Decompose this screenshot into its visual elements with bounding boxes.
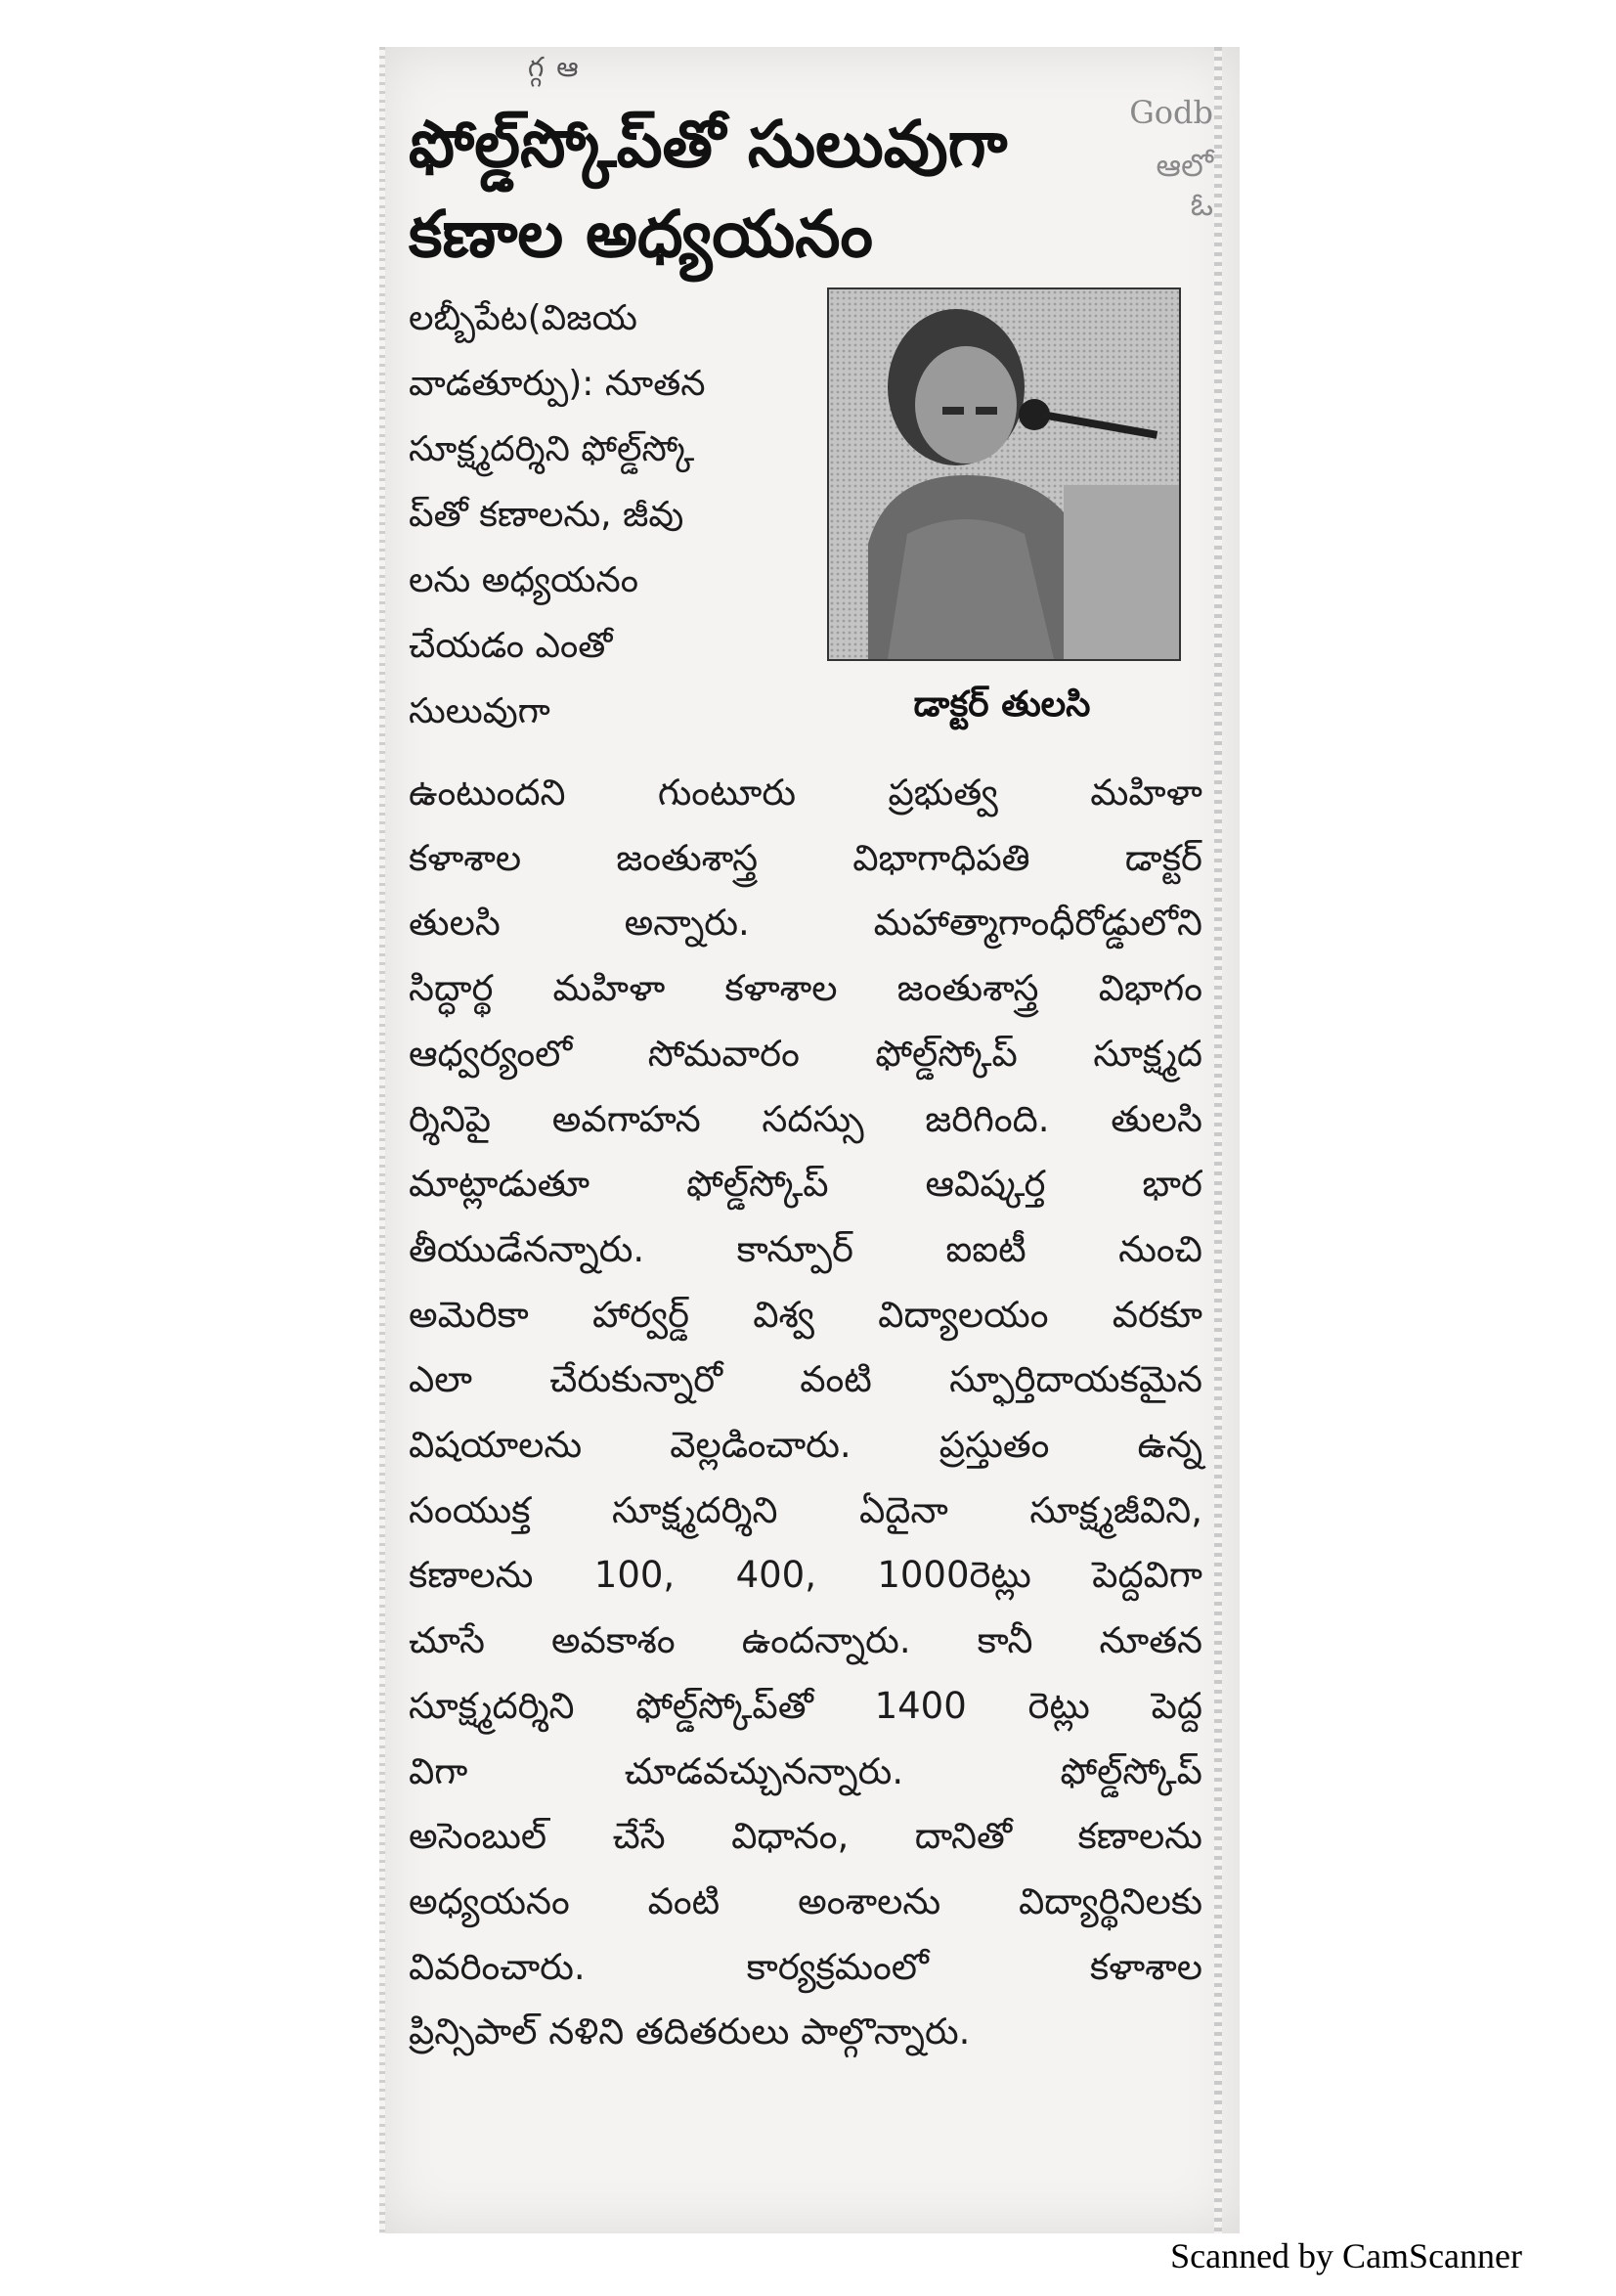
intro-line: సూక్ష్మదర్శిని ఫోల్డ్‌స్కో — [409, 429, 695, 469]
body-line: కళాశాల జంతుశాస్త్ర విభాగాధిపతి డాక్టర్ — [409, 836, 1202, 879]
body-line: విగా చూడవచ్చునన్నారు. ఫోల్డ్‌స్కోప్ — [409, 1749, 1202, 1792]
body-line: సిద్ధార్థ మహిళా కళాశాల జంతుశాస్త్ర విభాగం — [409, 967, 1202, 1010]
headline-line-1: ఫోల్డ్‌స్కోప్‌తో సులువుగా — [409, 107, 1008, 182]
intro-line: వాడతూర్పు): నూతన — [409, 364, 706, 404]
body-line: తులసి అన్నారు. మహాత్మాగాంధీరోడ్డులోని — [409, 902, 1202, 945]
body-line: సంయుక్త సూక్ష్మదర్శిని ఏదైనా సూక్ష్మజీవిని, — [409, 1488, 1202, 1531]
scanner-watermark: Scanned by CamScanner — [1170, 2236, 1522, 2275]
intro-line: చేయడం ఎంతో — [409, 626, 613, 666]
body-line: కణాలను 100, 400, 1000రెట్లు పెద్దవిగా — [409, 1554, 1202, 1597]
body-line: విషయాలను వెల్లడించారు. ప్రస్తుతం ఉన్న — [409, 1424, 1202, 1467]
bleed-through-text-2: ఆలో — [1156, 147, 1213, 184]
body-line: ఆధ్వర్యంలో సోమవారం ఫోల్డ్‌స్కోప్ సూక్ష్మద — [409, 1032, 1202, 1075]
body-line: ఎలా చేరుకున్నారో వంటి స్ఫూర్తిదాయకమైన — [409, 1358, 1202, 1401]
body-line: అమెరికా హార్వర్డ్ విశ్వ విద్యాలయం వరకూ — [409, 1293, 1202, 1336]
body-line: చూసే అవకాశం ఉందన్నారు. కానీ నూతన — [409, 1619, 1202, 1662]
body-line: ఉంటుందని గుంటూరు ప్రభుత్వ మహిళా — [409, 772, 1202, 814]
intro-line: లబ్బీపేట(విజయ — [409, 298, 637, 338]
top-fragment-text: గ్గ ఆ — [528, 51, 581, 83]
body-line: ర్శినిపై అవగాహన సదస్సు జరిగింది. తులసి — [409, 1097, 1202, 1140]
photo-caption: డాక్టర్ తులసి — [913, 684, 1091, 725]
body-line: తీయుడేనన్నారు. కాన్పూర్ ఐఐటీ నుంచి — [409, 1227, 1202, 1270]
article-body — [409, 761, 1202, 2065]
body-line: అధ్యయనం వంటి అంశాలను విద్యార్థినిలకు — [409, 1879, 1202, 1922]
body-line: సూక్ష్మదర్శిని ఫోల్డ్‌స్కోప్‌తో 1400 రెట్లు పెద్ద — [409, 1684, 1202, 1727]
intro-line: సులువుగా — [409, 691, 550, 731]
torn-edge-left — [379, 47, 385, 2233]
intro-line: ప్‌తో కణాలను, జీవు — [409, 495, 684, 535]
intro-line: లను అధ్యయనం — [409, 560, 638, 600]
portrait-photo — [827, 287, 1181, 661]
headline-line-2: కణాల అధ్యయనం — [409, 197, 873, 272]
body-line: మాట్లాడుతూ ఫోల్డ్‌స్కోప్ ఆవిష్కర్త భార — [409, 1163, 1202, 1206]
body-line: ప్రిన్సిపాల్ నళిని తదితరులు పాల్గొన్నారు. — [409, 2010, 971, 2053]
body-line: అసెంబుల్ చేసే విధానం, దానితో కణాలను — [409, 1815, 1202, 1858]
bleed-through-text-1: Godb — [1129, 94, 1213, 131]
portrait-photo-image — [829, 289, 1179, 659]
body-line: వివరించారు. కార్యక్రమంలో కళాశాల — [409, 1945, 1202, 1988]
torn-edge-right — [1214, 47, 1222, 2233]
bleed-through-text-3: ఓ — [1190, 186, 1213, 223]
